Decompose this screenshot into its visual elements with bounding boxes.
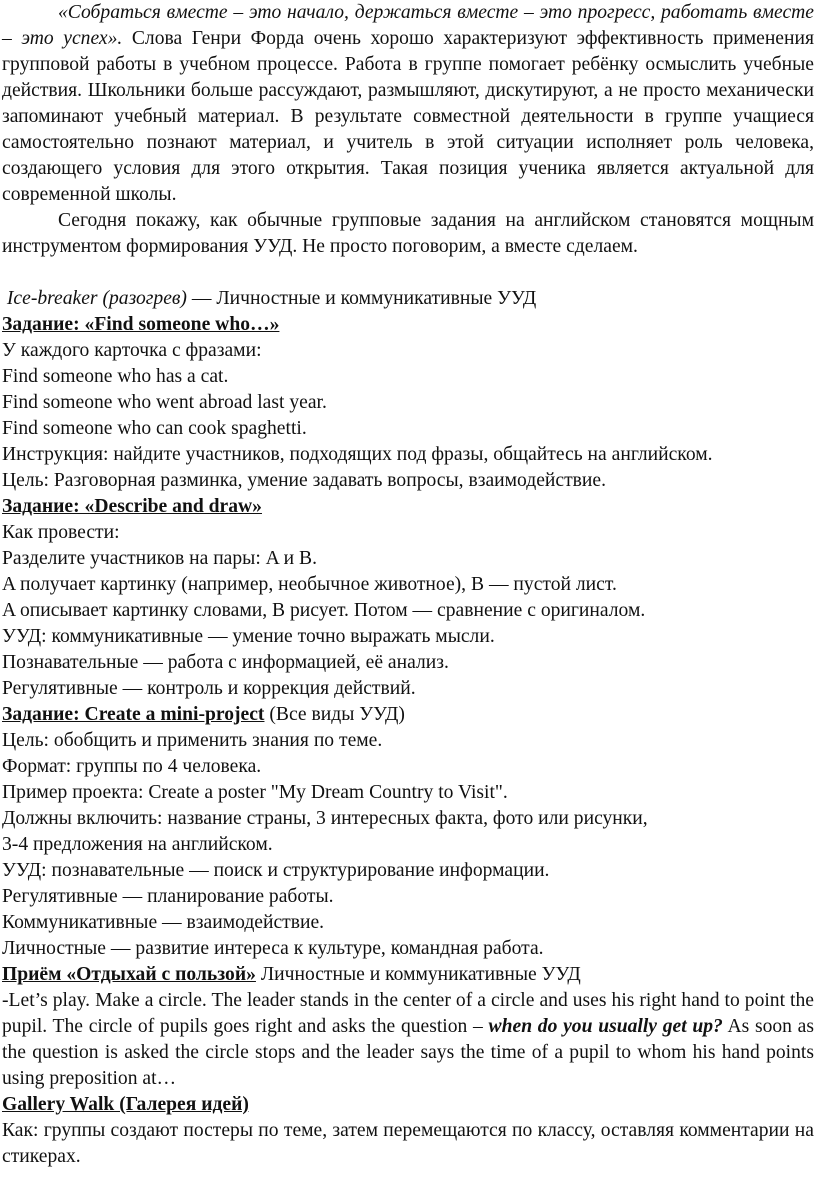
technique-text-a: -Let’s play. Make a circle. The leader stands in the center of a circle and uses his right hand to point the pupil. The circle of pupils goes right and asks the question –: [2, 990, 814, 1037]
technique-paragraph: [2, 988, 814, 1092]
task1-line: Цель: Разговорная разминка, умение задавать вопросы, взаимодействие.: [2, 470, 606, 491]
task3-line: Коммуникативные — взаимодействие.: [2, 912, 325, 933]
task1-line: Find someone who has a cat.: [2, 366, 229, 387]
gallery-paragraph: Как: группы создают постеры по теме, затем перемещаются по классу, оставляя комментарии на стикерах.: [2, 1120, 814, 1167]
task2-line: УУД: коммуникативные — умение точно выражать мысли.: [2, 626, 495, 647]
task1-line: Find someone who can cook spaghetti.: [2, 418, 307, 439]
task2-heading: Задание: «Describe and draw»: [2, 496, 262, 517]
task1-heading: Задание: «Find someone who…»: [2, 314, 280, 335]
technique-uud: Личностные и коммуникативные УУД: [255, 964, 581, 985]
blank-line: [2, 260, 814, 286]
task2-line: A получает картинку (например, необычное животное), B — пустой лист.: [2, 574, 617, 595]
task2-line: Как провести:: [2, 522, 120, 543]
task1-line: У каждого карточка с фразами:: [2, 340, 262, 361]
task3-heading: Задание: Create a mini-project: [2, 704, 265, 725]
today-paragraph: Сегодня покажу, как обычные групповые задания на английском становятся мощным инструментом формирования УУД. Не просто поговорим, а вместе сделаем.: [2, 210, 814, 257]
henry-ford-quote: «Собраться вместе – это начало, держаться вместе – это прогресс, работать вместе – это успех».: [2, 2, 814, 49]
task3-line: Пример проекта: Create a poster "My Dream Country to Visit".: [2, 782, 508, 803]
task2-line: Познавательные — работа с информацией, её анализ.: [2, 652, 449, 673]
technique-text-b: As soon as the question is asked the circle stops and the leader says the time of a pupil to whom his hand points using preposition at…: [2, 1016, 814, 1089]
gallery-heading: Gallery Walk (Галерея идей): [2, 1094, 249, 1115]
task3-line: Регулятивные — планирование работы.: [2, 886, 334, 907]
task3-heading-line: [2, 702, 814, 728]
icebreaker-uud: — Личностные и коммуникативные УУД: [186, 288, 537, 309]
task3-line: УУД: познавательные — поиск и структурирование информации.: [2, 860, 550, 881]
icebreaker-line: [2, 286, 814, 312]
task2-line: A описывает картинку словами, B рисует. Потом — сравнение с оригиналом.: [2, 600, 646, 621]
task3-line: 3-4 предложения на английском.: [2, 834, 273, 855]
intro-paragraph: [2, 0, 814, 208]
task3-line: Личностные — развитие интереса к культуре, командная работа.: [2, 938, 544, 959]
icebreaker-label: Ice-breaker (разогрев): [6, 288, 187, 309]
task3-line: Должны включить: название страны, 3 интересных факта, фото или рисунки,: [2, 808, 648, 829]
task2-line: Регулятивные — контроль и коррекция действий.: [2, 678, 416, 699]
task1-line: Find someone who went abroad last year.: [2, 392, 327, 413]
task1-line: Инструкция: найдите участников, подходящих под фразы, общайтесь на английском.: [2, 444, 713, 465]
technique-heading: Приём «Отдыхай с пользой»: [2, 964, 256, 985]
technique-question: when do you usually get up?: [488, 1016, 723, 1037]
task3-line: Цель: обобщить и применить знания по теме.: [2, 730, 383, 751]
task3-uud: (Все виды УУД): [264, 704, 405, 725]
task3-line: Формат: группы по 4 человека.: [2, 756, 262, 777]
intro-text: Слова Генри Форда очень хорошо характеризуют эффективность применения групповой работы в учебном процессе. Работа в группе помогает ребёнку осмыслить учебные действия. Школьники больше рассуждают, размышляют, дискутируют, а не просто механически запоминают учебный материал. В результате совместной деятельности в группе учащиеся самостоятельно познают материал, и учитель в этой ситуации исполняет роль человека, создающего условия для этого открытия. Такая позиция ученика является актуальной для современной школы.: [2, 28, 814, 205]
task2-line: Разделите участников на пары: A и B.: [2, 548, 318, 569]
technique-heading-line: [2, 962, 814, 988]
